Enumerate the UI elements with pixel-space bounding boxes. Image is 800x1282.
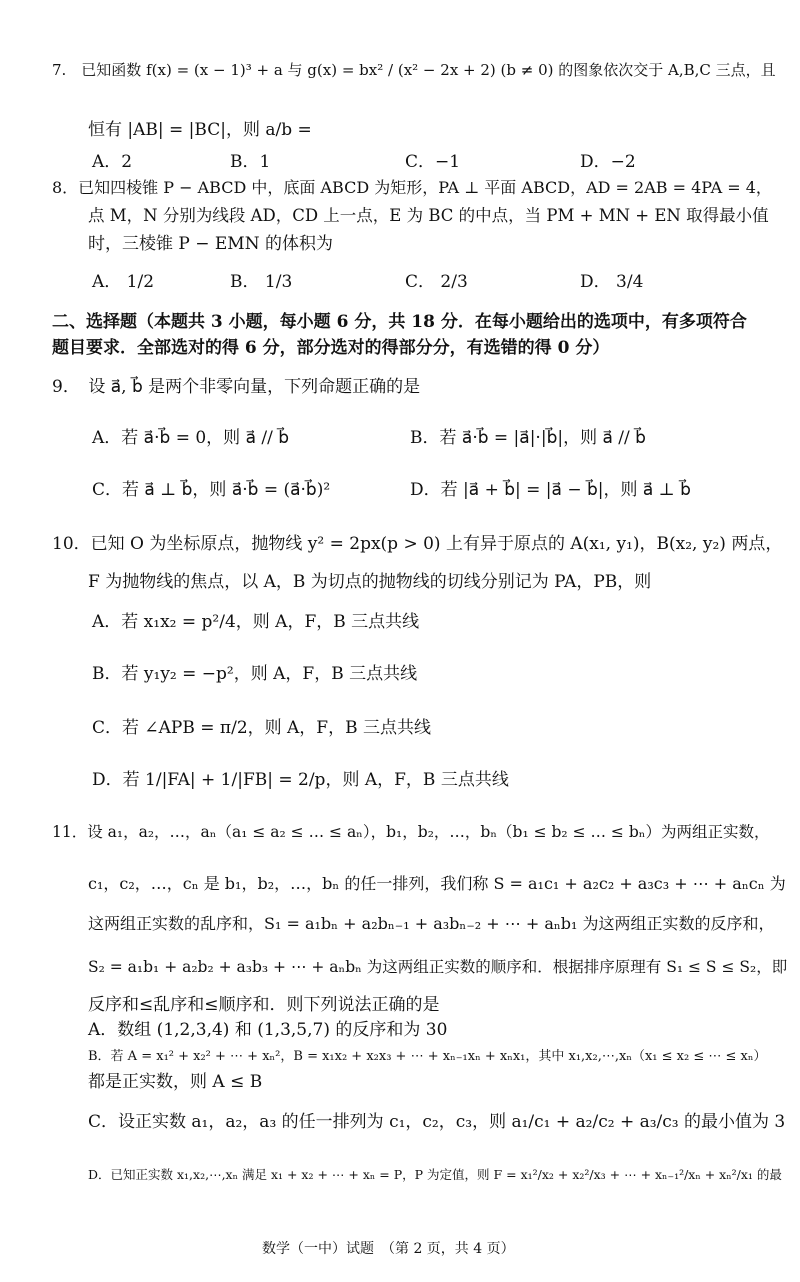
q10-line2: F 为抛物线的焦点，以 A，B 为切点的抛物线的切线分别记为 PA，PB，则 [88,572,652,592]
q11-line1: 11．设 a₁，a₂，…，aₙ（a₁ ≤ a₂ ≤ … ≤ aₙ），b₁，b₂，…，bₙ（b₁ ≤ b₂ ≤ … ≤ bₙ）为两组正实数， [52,823,770,841]
q11-line4: S₂ = a₁b₁ + a₂b₂ + a₃b₃ + ⋯ + aₙbₙ 为这两组正实数的顺序和．根据排序原理有 S₁ ≤ S ≤ S₂，即 [88,958,788,976]
q7-line2: 恒有 |AB| = |BC|，则 a/b = [88,120,312,140]
q9-option-d: D．若 |a⃗ + b⃗| = |a⃗ − b⃗|，则 a⃗ ⊥ b⃗ [410,480,691,500]
q7-option-c: C．−1 [405,152,461,172]
q7-option-b: B．1 [230,152,271,172]
q10-option-c: C．若 ∠APB = π/2，则 A，F，B 三点共线 [92,718,432,738]
q7-option-a: A．2 [92,152,133,172]
q9-stem: 9． 设 a⃗, b⃗ 是两个非零向量，下列命题正确的是 [52,377,421,397]
q10-option-d: D．若 1/|FA| + 1/|FB| = 2/p，则 A，F，B 三点共线 [92,770,509,790]
q7-line1: 7. 已知函数 f(x) = (x − 1)³ + a 与 g(x) = bx² / (x² − 2x + 2) (b ≠ 0) 的图象依次交于 A,B,C 三点，且 [52,61,776,79]
q11-line2: c₁，c₂，…，cₙ 是 b₁，b₂，…，bₙ 的任一排列，我们称 S = a₁c₁ + a₂c₂ + a₃c₃ + ⋯ + aₙcₙ 为 [88,874,786,893]
q8-option-a: A． 1/2 [92,272,155,292]
section2-heading-line2: 题目要求．全部选对的得 6 分，部分选对的得部分分，有选错的得 0 分） [52,338,610,358]
q9-option-b: B．若 a⃗·b⃗ = |a⃗|·|b⃗|，则 a⃗ // b⃗ [410,428,646,448]
q8-option-d: D． 3/4 [580,272,644,292]
q11-line5: 反序和≤乱序和≤顺序和．则下列说法正确的是 [88,995,440,1015]
q8-line1: 8．已知四棱锥 P − ABCD 中，底面 ABCD 为矩形，PA ⊥ 平面 ABCD，AD = 2AB = 4PA = 4， [52,178,772,197]
q9-option-a: A．若 a⃗·b⃗ = 0，则 a⃗ // b⃗ [92,428,290,448]
q9-option-c: C．若 a⃗ ⊥ b⃗，则 a⃗·b⃗ = (a⃗·b⃗)² [92,480,331,500]
q11-option-a: A．数组 (1,2,3,4) 和 (1,3,5,7) 的反序和为 30 [88,1020,448,1040]
page-footer: 数学（一中）试题 （第 2 页，共 4 页） [262,1241,515,1257]
q8-line2: 点 M，N 分别为线段 AD，CD 上一点，E 为 BC 的中点，当 PM + MN + EN 取得最小值 [88,206,769,225]
q8-option-c: C． 2/3 [405,272,468,292]
q11-line3: 这两组正实数的乱序和，S₁ = a₁bₙ + a₂bₙ₋₁ + a₃bₙ₋₂ + ⋯ + aₙb₁ 为这两组正实数的反序和， [88,914,775,933]
q7-option-d: D．−2 [580,152,636,172]
q8-line3: 时，三棱锥 P − EMN 的体积为 [88,234,333,254]
section2-heading-line1: 二、选择题（本题共 3 小题，每小题 6 分，共 18 分．在每小题给出的选项中，有多项符合 [52,312,747,332]
q11-option-c: C．设正实数 a₁，a₂，a₃ 的任一排列为 c₁，c₂，c₃，则 a₁/c₁ + a₂/c₂ + a₃/c₃ 的最小值为 3 [88,1112,786,1132]
q10-option-a: A．若 x₁x₂ = p²/4，则 A，F，B 三点共线 [92,612,420,632]
q11-option-d: D．已知正实数 x₁,x₂,⋯,xₙ 满足 x₁ + x₂ + ⋯ + xₙ = P，P 为定值，则 F = x₁²/x₂ + x₂²/x₃ + ⋯ + xₙ₋₁²/xₙ + xₙ²/x₁ 的最 [88,1167,782,1182]
q11-option-b-line1: B．若 A = x₁² + x₂² + ⋯ + xₙ²，B = x₁x₂ + x₂x₃ + ⋯ + xₙ₋₁xₙ + xₙx₁，其中 x₁,x₂,⋯,xₙ（x₁ ≤ x₂ ≤ ⋯ ≤ xₙ） [88,1049,767,1064]
q11-option-b-line2: 都是正实数，则 A ≤ B [88,1072,263,1092]
q10-option-b: B．若 y₁y₂ = −p²，则 A，F，B 三点共线 [92,664,418,684]
q10-line1: 10．已知 O 为坐标原点，抛物线 y² = 2px(p > 0) 上有异于原点的 A(x₁, y₁)，B(x₂, y₂) 两点， [52,534,783,554]
q8-option-b: B． 1/3 [230,272,293,292]
